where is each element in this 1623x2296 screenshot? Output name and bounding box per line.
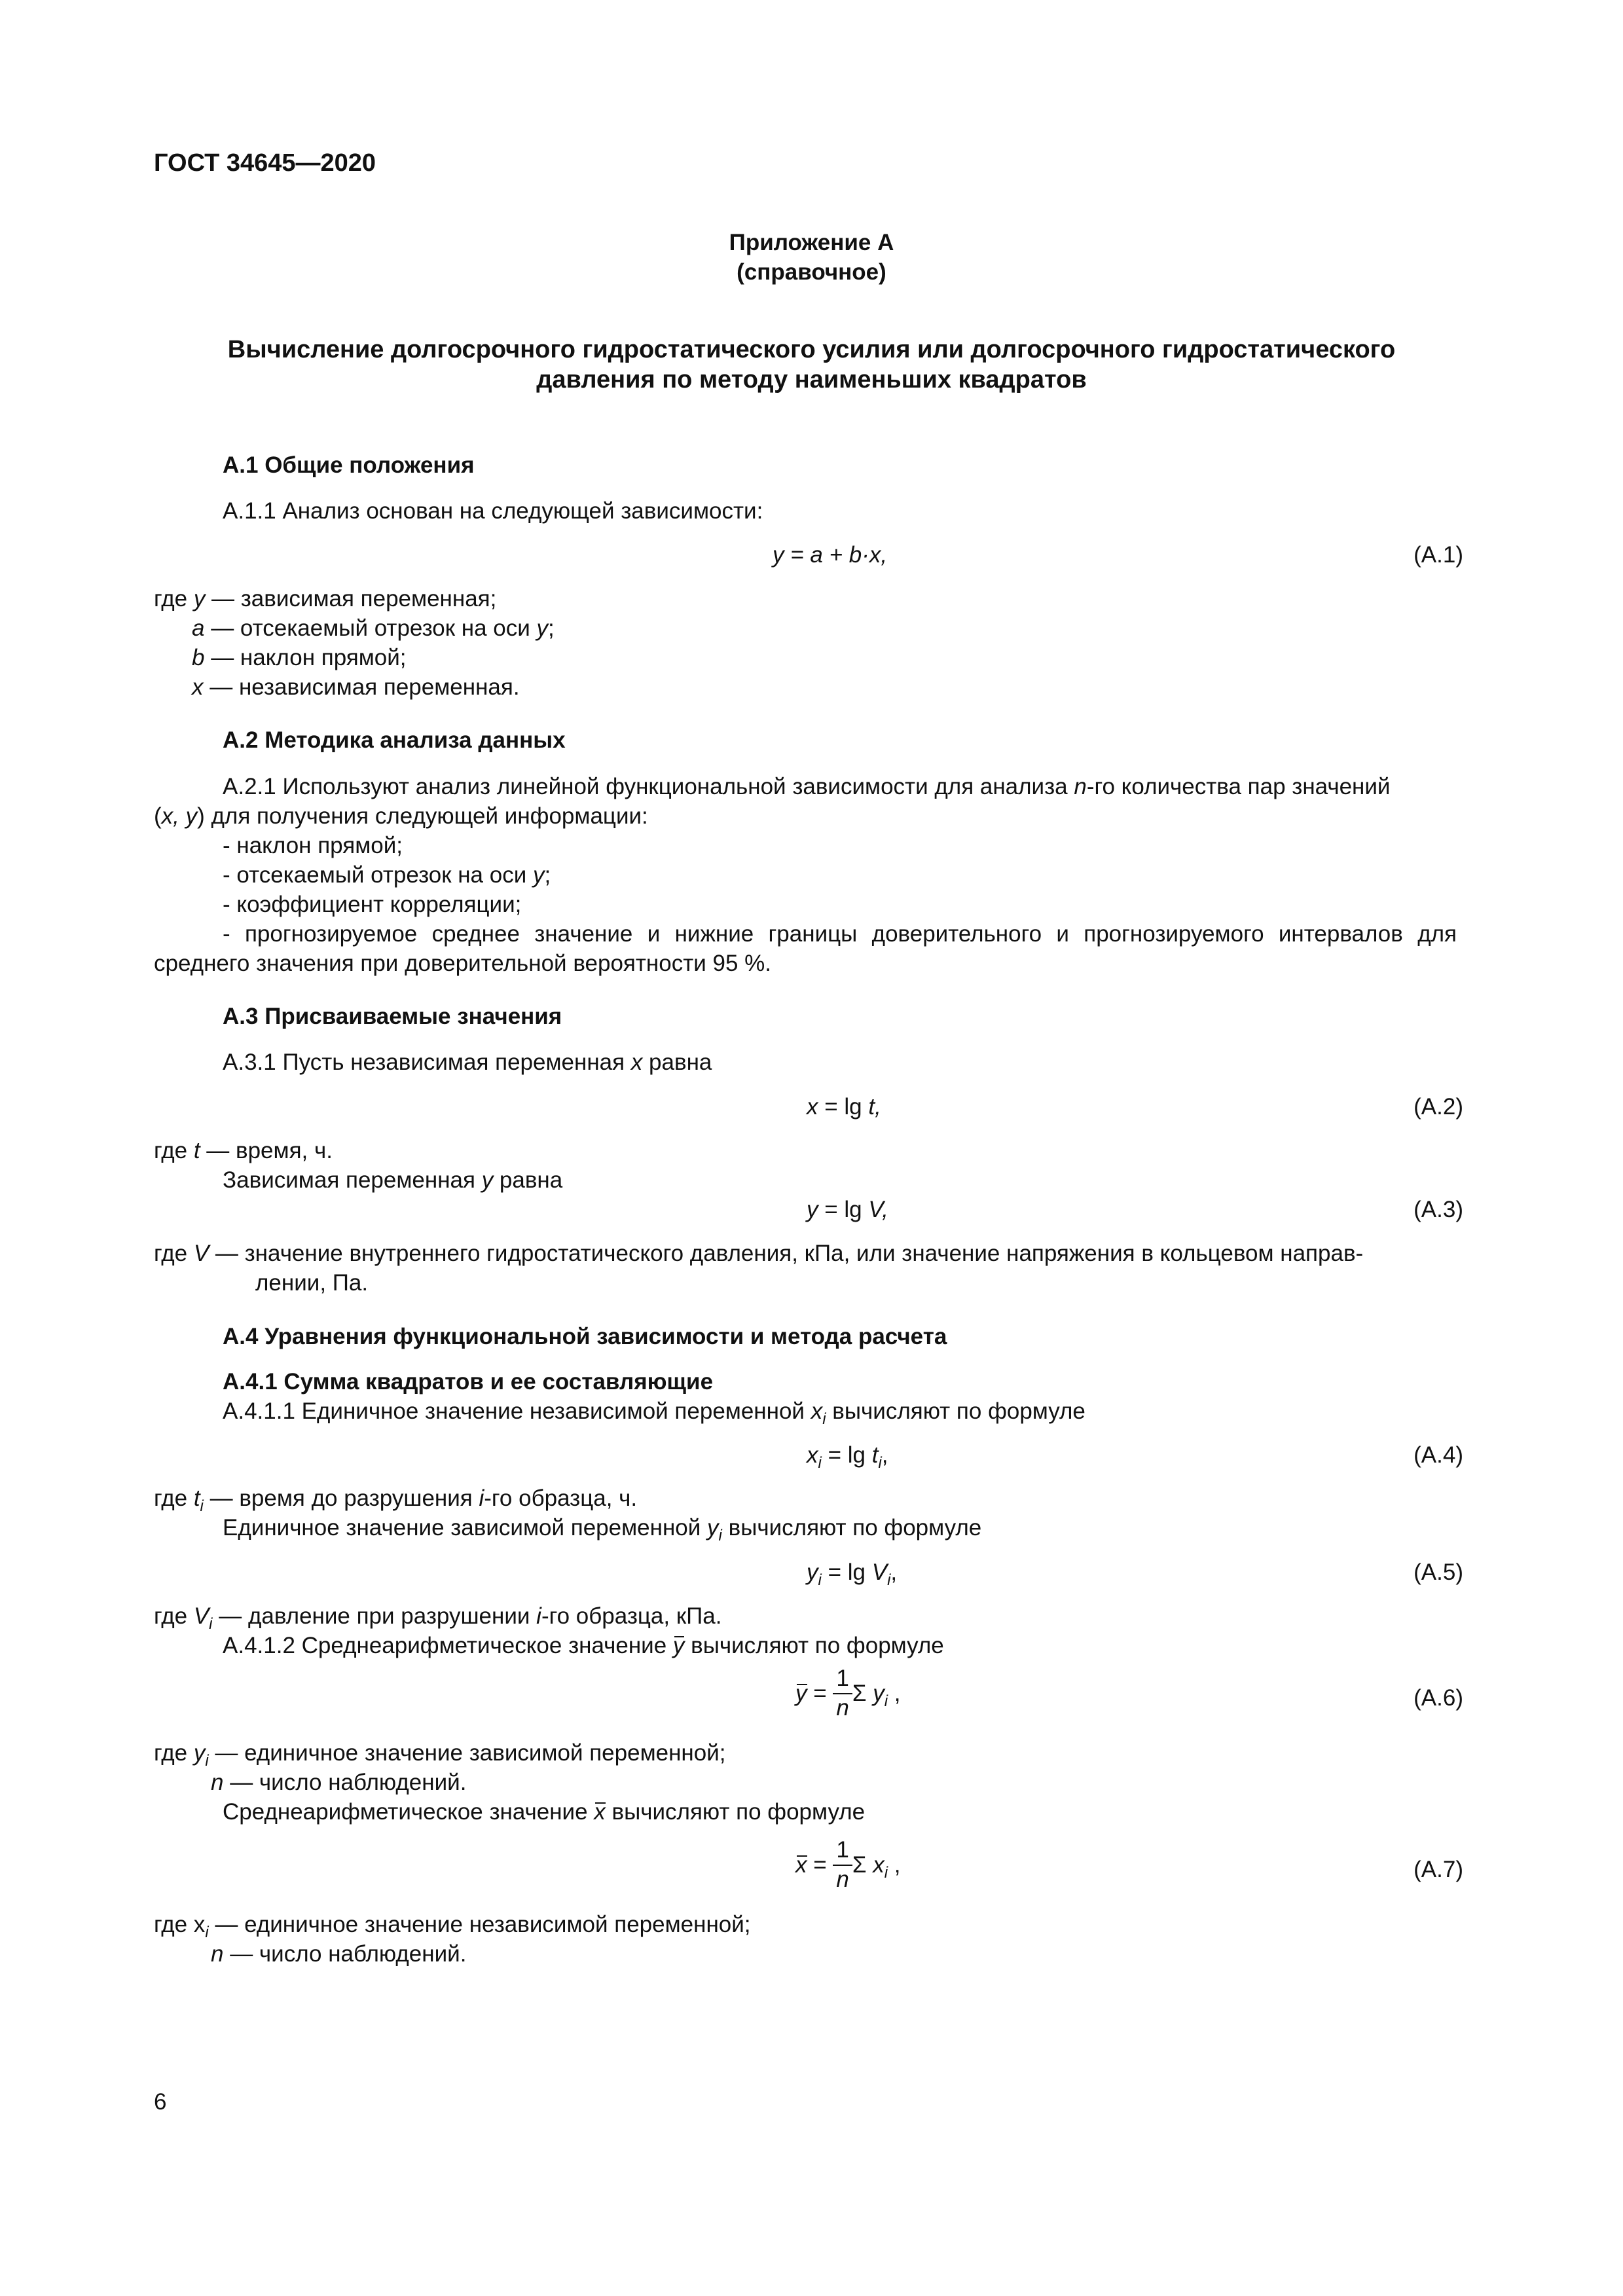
where-xi: где $x_i$ — единичное значение независимой переменной;: [154, 1912, 751, 1941]
main-title-line-2: давления по методу наименьших квадратов: [536, 366, 1087, 393]
equation-a7: x = $\frac{1}{n}$ Σ $x_i$ ,: [795, 1837, 901, 1892]
where-v-cont: лении, Па.: [255, 1270, 369, 1296]
where-v: где V — значение внутреннего гидростатического давления, кПа, или значение напряжения в кольцевом направ-: [154, 1241, 1364, 1266]
section-a3-heading: А.3 Присваиваемые значения: [223, 1004, 562, 1029]
where-t: где t — время, ч.: [154, 1138, 333, 1163]
document-code: ГОСТ 34645—2020: [154, 149, 376, 177]
list-item-predicted-mean-cont: среднего значения при доверительной вероятности 95 %.: [154, 951, 772, 976]
section-a2-paragraph-line-2: (x, y) для получения следующей информации:: [154, 803, 648, 829]
appendix-subtitle: (справочное): [737, 259, 886, 285]
equation-number-a4: (А.4): [1413, 1442, 1463, 1468]
equation-a3: y = lg V,: [807, 1197, 888, 1222]
where-b: b — наклон прямой;: [192, 645, 407, 670]
fraction-one-over-n: $\frac{1}{n}$: [833, 1838, 852, 1892]
where-n-1: n — число наблюдений.: [211, 1770, 467, 1795]
section-a411-paragraph: А.4.1.1 Единичное значение независимой переменной $x_i$ вычисляют по формуле: [223, 1398, 1085, 1428]
equation-a5: $y_i = \lg V_i$,: [807, 1559, 898, 1589]
where-a: a — отсекаемый отрезок на оси y;: [192, 615, 555, 641]
equation-number-a1: (А.1): [1413, 542, 1463, 568]
equation-a4: $x_i = \lg t_i$,: [807, 1442, 888, 1472]
equation-number-a2: (А.2): [1413, 1094, 1463, 1120]
section-a2-heading: А.2 Методика анализа данных: [223, 727, 566, 753]
where-y: где y — зависимая переменная;: [154, 586, 497, 611]
equation-number-a3: (А.3): [1413, 1197, 1463, 1222]
dependent-variable-unit-paragraph: Единичное значение зависимой переменной $y_i$ вычисляют по формуле: [223, 1515, 982, 1544]
section-a41-heading: А.4.1 Сумма квадратов и ее составляющие: [223, 1369, 714, 1394]
main-title-line-1: Вычисление долгосрочного гидростатического усилия или долгосрочного гидростатического: [227, 336, 1396, 363]
equation-a2: x = lg t,: [807, 1094, 881, 1120]
section-a2-paragraph-line-1: А.2.1 Используют анализ линейной функциональной зависимости для анализа n-го количества пар значений: [223, 774, 1391, 799]
list-item-correlation: - коэффициент корреляции;: [223, 892, 522, 917]
section-a4-heading: А.4 Уравнения функциональной зависимости и метода расчета: [223, 1324, 947, 1349]
dependent-variable-paragraph: Зависимая переменная y равна: [223, 1167, 563, 1193]
equation-a6: y = $\frac{1}{n}$ Σ $y_i$ ,: [795, 1666, 901, 1721]
page-number: 6: [154, 2089, 167, 2115]
equation-number-a5: (А.5): [1413, 1559, 1463, 1585]
list-item-predicted-mean: - прогнозируемое среднее значение и нижние границы доверительного и прогнозируемого интервалов для: [223, 921, 1457, 947]
where-vi: где $V_i$ — давление при разрушении i-го образца, кПа.: [154, 1603, 722, 1633]
where-n-2: n — число наблюдений.: [211, 1941, 467, 1967]
appendix-title: Приложение А: [729, 230, 894, 255]
equation-a1: y = a + b·x,: [773, 542, 888, 568]
mean-x-paragraph: Среднеарифметическое значение x вычисляют по формуле: [223, 1799, 866, 1825]
section-a1-paragraph: А.1.1 Анализ основан на следующей зависимости:: [223, 498, 763, 524]
equation-number-a7: (А.7): [1413, 1857, 1463, 1882]
section-a412-paragraph: А.4.1.2 Среднеарифметическое значение y вычисляют по формуле: [223, 1633, 944, 1658]
fraction-one-over-n: $\frac{1}{n}$: [833, 1667, 852, 1721]
equation-number-a6: (А.6): [1413, 1685, 1463, 1711]
section-a3-paragraph: А.3.1 Пусть независимая переменная x равна: [223, 1049, 712, 1075]
where-x: x — независимая переменная.: [192, 674, 520, 700]
where-yi: где $y_i$ — единичное значение зависимой переменной;: [154, 1740, 726, 1770]
list-item-intercept: - отсекаемый отрезок на оси y;: [223, 862, 551, 888]
list-item-slope: - наклон прямой;: [223, 833, 403, 858]
section-a1-heading: А.1 Общие положения: [223, 452, 475, 478]
where-ti: где $t_i$ — время до разрушения i-го образца, ч.: [154, 1485, 638, 1515]
